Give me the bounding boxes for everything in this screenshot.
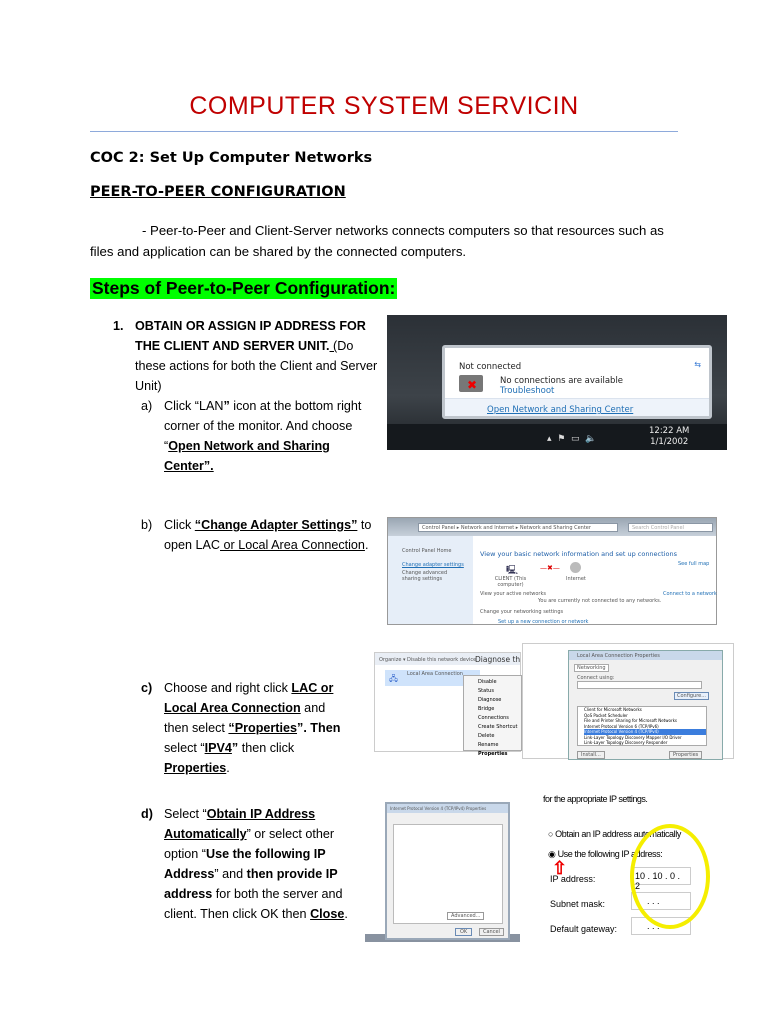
- t: Open Network and Sharing Center”.: [164, 439, 330, 473]
- lac-item[interactable]: Local Area Connection: [407, 671, 463, 677]
- step-b-label: b): [141, 518, 153, 532]
- protocol-item[interactable]: Internet Protocol Version 6 (TCP/IPv6): [584, 723, 659, 729]
- gateway-field[interactable]: . . .: [631, 917, 691, 935]
- t: select “: [164, 741, 205, 755]
- t: Select “: [164, 807, 207, 821]
- organize-button[interactable]: Organize ▾: [379, 657, 406, 663]
- no-connections-text: No connections are available: [500, 376, 624, 386]
- t: Click: [164, 518, 195, 532]
- networking-tab[interactable]: Networking: [574, 664, 609, 672]
- t: .: [344, 907, 348, 921]
- computer-icon: 🖳: [506, 566, 519, 576]
- context-menu-item[interactable]: Diagnose: [478, 697, 502, 703]
- label: Obtain an IP address automatically: [555, 829, 681, 839]
- highlight-circle: [630, 824, 710, 929]
- step-1-rest: Do these actions for both the Client and Server Unit): [135, 339, 378, 393]
- troubleshoot-link[interactable]: Troubleshoot: [500, 386, 555, 396]
- change-settings-label: Change your networking settings: [480, 609, 564, 615]
- clock-date: 1/1/2002: [650, 437, 689, 447]
- sc-heading: View your basic network information and set up connections: [480, 550, 677, 558]
- subnet-mask-field[interactable]: . . .: [631, 892, 691, 910]
- t: icon at the bottom right corner of the monitor. And choose “: [164, 399, 362, 453]
- network-popup: [442, 345, 712, 419]
- dialog-title: Internet Protocol Version 4 (TCP/IPv4) Properties: [390, 806, 487, 811]
- t: ” or select other option “: [164, 827, 335, 861]
- dialog-title: Local Area Connection Properties: [577, 653, 660, 659]
- not-connected-label: Not connected: [459, 362, 522, 372]
- title-divider: [90, 131, 678, 132]
- tray-icons[interactable]: ▴ ⚑ ▭ 🔈: [547, 434, 597, 444]
- diagnose-button[interactable]: Diagnose th: [475, 655, 521, 664]
- label: Use the following IP address:: [557, 849, 663, 859]
- change-adapter-link[interactable]: Change adapter settings: [402, 562, 464, 568]
- t: Properties: [164, 761, 227, 775]
- step-a-label: a): [141, 399, 153, 413]
- t: IPV4: [204, 741, 232, 755]
- obtain-auto-radio[interactable]: ○ Obtain an IP address automatically: [548, 829, 681, 839]
- mask-label: Subnet mask:: [550, 899, 606, 909]
- t: .: [226, 761, 230, 775]
- t: “Change Adapter Settings”: [194, 518, 358, 532]
- step-d-text: [164, 804, 349, 924]
- protocol-item[interactable]: QoS Packet Scheduler: [584, 712, 628, 718]
- configure-button[interactable]: Configure...: [674, 692, 709, 700]
- disable-device-button[interactable]: Disable this network device: [407, 657, 477, 663]
- full-map-link[interactable]: See full map: [678, 561, 710, 567]
- sharing-center-screenshot: [387, 517, 717, 625]
- not-connected-msg: You are currently not connected to any networks.: [538, 598, 662, 604]
- t: ”. Then: [297, 721, 341, 735]
- clock-time: 12:22 AM: [649, 426, 690, 436]
- ip-label: IP address:: [550, 874, 596, 884]
- step-1-paren: (: [329, 339, 338, 353]
- change-advanced-link[interactable]: Change advanced sharing settings: [402, 570, 448, 582]
- client-label: CLIENT (This computer): [494, 576, 527, 588]
- ip-settings-zoom: [538, 792, 718, 947]
- adapter-icon: 🖧: [389, 674, 398, 683]
- context-menu: [463, 675, 522, 757]
- t: ”: [231, 741, 239, 755]
- cancel-button[interactable]: Cancel: [479, 928, 504, 936]
- t: .: [364, 538, 369, 552]
- step-1-bold: OBTAIN OR ASSIGN IP ADDRESS FOR THE CLIENT AND SERVER UNIT.: [135, 319, 366, 353]
- steps-heading: Steps of Peer-to-Peer Configuration:: [92, 278, 396, 298]
- t: then click: [238, 741, 295, 755]
- step-1-text: [135, 316, 380, 396]
- t: ”: [223, 399, 230, 413]
- t: then provide IP address: [164, 867, 338, 901]
- context-menu-item[interactable]: Rename: [478, 742, 499, 748]
- t: to open LAC: [164, 518, 372, 552]
- context-menu-item[interactable]: Bridge Connections: [478, 706, 509, 721]
- active-networks-label: View your active networks: [480, 591, 546, 597]
- globe-icon: [570, 562, 581, 573]
- caption: for the appropriate IP settings.: [543, 794, 648, 804]
- document-title: COMPUTER SYSTEM SERVICIN: [189, 92, 579, 120]
- ipv4-properties-screenshot: [365, 797, 520, 942]
- context-menu-item[interactable]: Status: [478, 688, 494, 694]
- context-menu-item[interactable]: Delete: [478, 733, 495, 739]
- step-c-text: [164, 678, 349, 778]
- network-disconnected-icon: ✖: [459, 375, 483, 392]
- use-following-radio[interactable]: ◉ Use the following IP address:: [548, 849, 663, 859]
- advanced-button[interactable]: Advanced...: [447, 912, 484, 920]
- step-d-label: d): [141, 807, 153, 821]
- gateway-label: Default gateway:: [550, 924, 618, 934]
- section-heading: PEER-TO-PEER CONFIGURATION: [90, 184, 346, 200]
- install-button[interactable]: Install...: [577, 751, 605, 759]
- step-1-number: 1.: [113, 319, 124, 333]
- context-menu-item[interactable]: Disable: [478, 679, 497, 685]
- t: or Local Area Connection: [220, 538, 365, 552]
- t: “Properties: [228, 721, 298, 735]
- intro-paragraph: - Peer-to-Peer and Client-Server networks connects computers so that resources such as files and application can be shared by the connected computers.: [90, 223, 664, 259]
- t: LAC or Local Area Connection: [164, 681, 334, 715]
- t: Close: [310, 907, 345, 921]
- t: and then select: [164, 701, 326, 735]
- ip-address-field[interactable]: 10 . 10 . 0 . 2: [631, 867, 691, 885]
- t: Choose and right click: [164, 681, 292, 695]
- protocol-item[interactable]: Internet Protocol Version 4 (TCP/IPv4): [584, 729, 706, 735]
- connect-link[interactable]: Connect to a network: [663, 591, 717, 597]
- t: Use the following IP Address: [164, 847, 326, 881]
- open-network-center-link[interactable]: Open Network and Sharing Center: [487, 405, 634, 415]
- coc-heading: COC 2: Set Up Computer Networks: [90, 150, 373, 166]
- context-menu-item[interactable]: Properties: [478, 751, 508, 757]
- t: ” and: [214, 867, 247, 881]
- context-menu-item[interactable]: Create Shortcut: [478, 724, 518, 730]
- ok-button[interactable]: OK: [455, 928, 472, 936]
- lac-properties-screenshot: [522, 643, 734, 759]
- setup-connection-link[interactable]: Set up a new connection or network: [498, 619, 589, 625]
- properties-button[interactable]: Properties: [669, 751, 702, 759]
- context-menu-screenshot: [374, 652, 521, 757]
- t: Click “LAN: [164, 399, 224, 413]
- red-arrow-icon: ⇧: [552, 858, 568, 878]
- network-popup-screenshot: [387, 315, 727, 450]
- step-a-text: [164, 396, 379, 476]
- t: Obtain IP Address Automatically: [164, 807, 316, 841]
- tray-clock[interactable]: [649, 426, 689, 448]
- step-number: [113, 316, 124, 336]
- internet-label: Internet: [566, 576, 586, 582]
- step-b-text: [164, 515, 379, 555]
- protocol-item[interactable]: Link-Layer Topology Discovery Mapper I/O Driver: [584, 734, 682, 740]
- cp-home-link[interactable]: Control Panel Home: [402, 548, 452, 554]
- protocol-item[interactable]: Link-Layer Topology Discovery Responder: [584, 740, 668, 745]
- protocol-item[interactable]: Client for Microsoft Networks: [584, 707, 642, 712]
- connect-using-label: Connect using:: [577, 675, 615, 681]
- step-c-label: c): [141, 681, 153, 695]
- address-bar[interactable]: Control Panel ▸ Network and Internet ▸ Network and Sharing Center: [422, 525, 591, 531]
- protocol-item[interactable]: File and Printer Sharing for Microsoft Networks: [584, 718, 677, 723]
- network-arrows-icon: ⇆: [694, 360, 701, 369]
- x-icon: —✖—: [540, 564, 560, 572]
- search-box[interactable]: Search Control Panel: [632, 525, 684, 531]
- t: for both the server and client. Then click OK then: [164, 887, 343, 921]
